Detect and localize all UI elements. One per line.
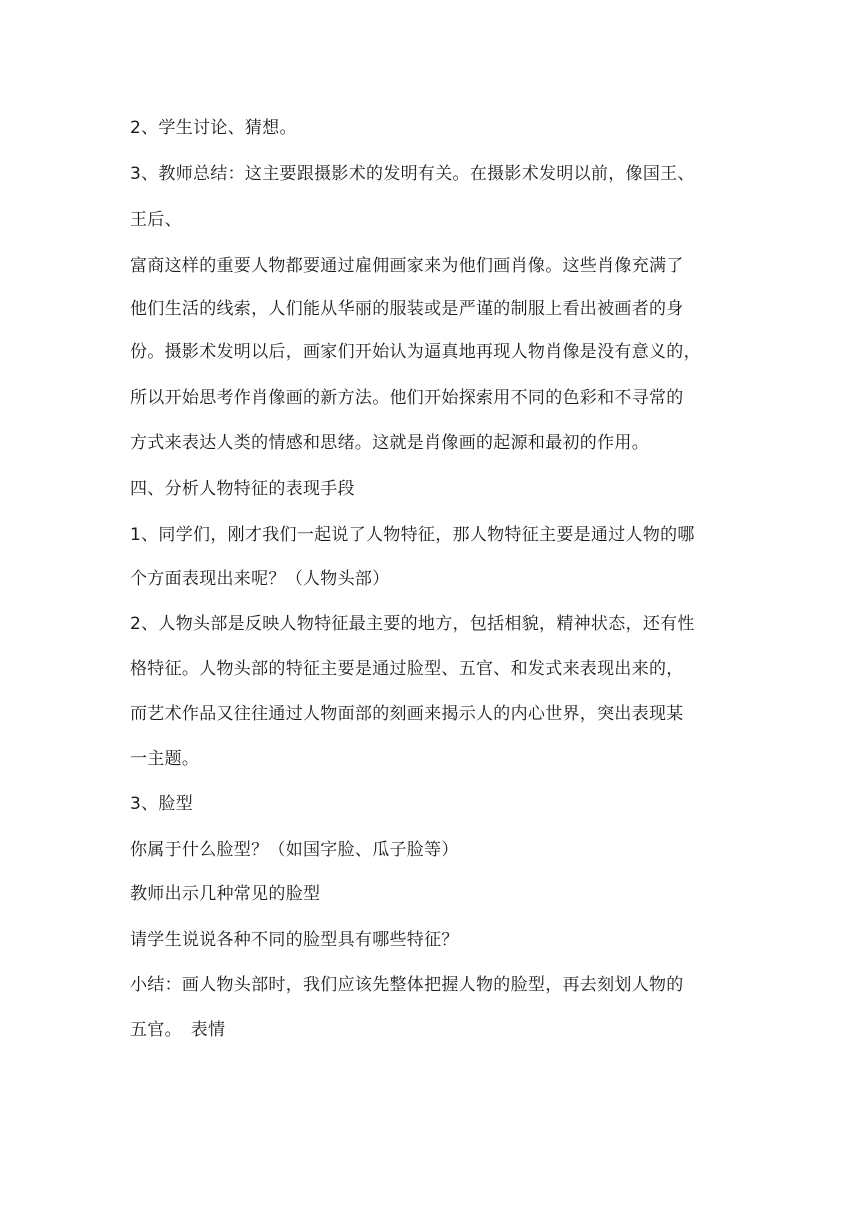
section-heading: 四、分析人物特征的表现手段 xyxy=(130,479,355,499)
text-line: 请学生说说各种不同的脸型具有哪些特征？ xyxy=(130,930,459,950)
text-line: 一主题。 xyxy=(130,749,200,769)
text-line: 你属于什么脸型？（如国字脸、瓜子脸等） xyxy=(130,840,459,860)
text-line: 教师出示几种常见的脸型 xyxy=(130,884,321,904)
text-line: 份。摄影术发明以后，画家们开始认为逼真地再现人物肖像是没有意义的， xyxy=(130,342,701,362)
text-line: 小结：画人物头部时，我们应该先整体把握人物的脸型，再去刻划人物的 xyxy=(130,975,684,995)
text-line: 2、人物头部是反映人物特征最主要的地方，包括相貌，精神状态，还有性 xyxy=(130,614,695,634)
text-line: 2、学生讨论、猜想。 xyxy=(130,118,297,138)
text-line: 五官。 表情 xyxy=(130,1020,226,1040)
text-line: 个方面表现出来呢？（人物头部） xyxy=(130,569,390,589)
text-line: 他们生活的线索，人们能从华丽的服装或是严谨的制服上看出被画者的身 xyxy=(130,299,684,319)
text-line: 3、教师总结：这主要跟摄影术的发明有关。在摄影术发明以前，像国王、 xyxy=(130,164,695,184)
text-line: 王后、 xyxy=(130,210,182,230)
text-line: 格特征。人物头部的特征主要是通过脸型、五官、和发式来表现出来的， xyxy=(130,659,684,679)
text-line: 富商这样的重要人物都要通过雇佣画家来为他们画肖像。这些肖像充满了 xyxy=(130,256,684,276)
text-line: 1、同学们，刚才我们一起说了人物特征，那人物特征主要是通过人物的哪 xyxy=(130,525,695,545)
text-line: 3、脸型 xyxy=(130,794,194,814)
text-line: 方式来表达人类的情感和思绪。这就是肖像画的起源和最初的作用。 xyxy=(130,433,649,453)
text-line: 而艺术作品又往往通过人物面部的刻画来揭示人的内心世界，突出表现某 xyxy=(130,704,684,724)
text-line: 所以开始思考作肖像画的新方法。他们开始探索用不同的色彩和不寻常的 xyxy=(130,388,684,408)
